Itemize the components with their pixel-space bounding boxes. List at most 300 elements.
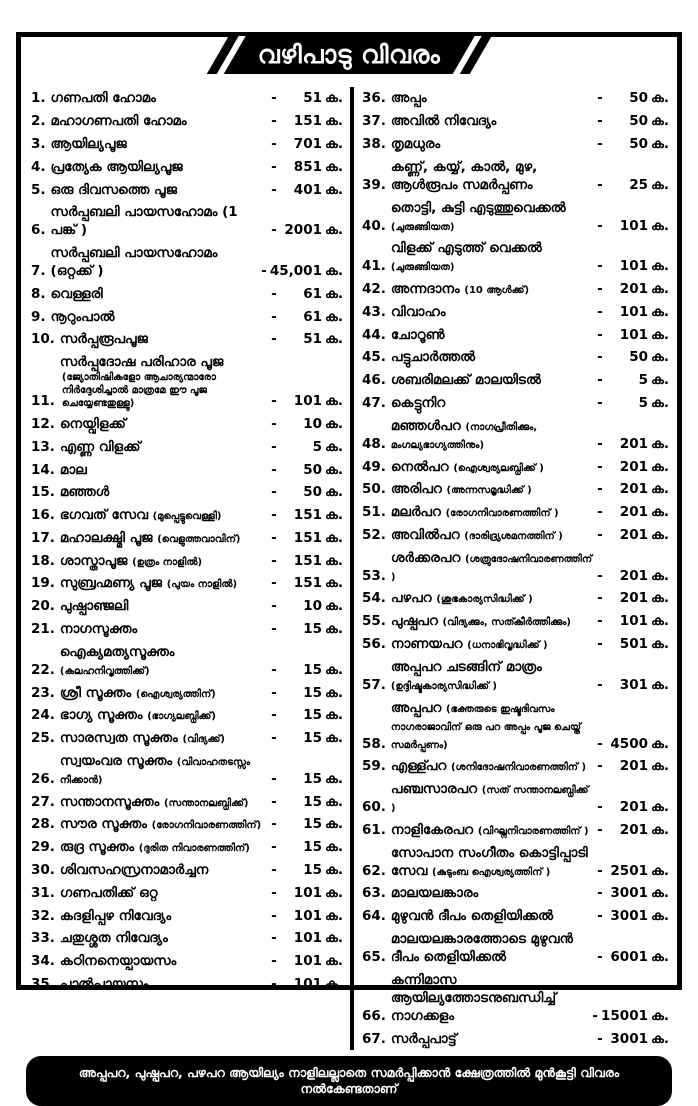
item-name: കഠിനനെയ്പായസം	[59, 953, 177, 970]
currency-label: ക.	[650, 590, 669, 607]
item-price: 201	[619, 821, 648, 838]
list-item	[31, 618, 343, 641]
currency-label: ക.	[324, 684, 343, 701]
list-item	[31, 572, 343, 595]
item-name-block	[391, 907, 594, 925]
item-name: ഐക്യമത്യസൂക്തം	[59, 643, 175, 660]
item-name-block	[60, 438, 268, 456]
item-price: 61	[303, 285, 322, 302]
item-name: ഭാഗ്യ സൂക്തം	[59, 707, 143, 724]
currency-label: ക.	[650, 1007, 669, 1024]
item-price: 101	[619, 258, 648, 275]
list-item	[31, 458, 343, 481]
item-price: 201	[619, 799, 648, 816]
price-dash: -	[597, 458, 603, 475]
currency-label: ക.	[324, 484, 343, 501]
item-name-block	[60, 729, 268, 747]
list-item	[362, 633, 669, 656]
item-note: (മുപ്പെട്ടുവെള്ളി)	[152, 511, 222, 523]
item-name: പുഷ്പാഞ്ജലി	[59, 598, 129, 615]
item-name: മാലയലങ്കാരം	[390, 885, 479, 902]
price-dash: -	[597, 676, 603, 693]
currency-label: ക.	[324, 90, 343, 107]
item-price: 51	[303, 90, 322, 107]
list-item	[362, 110, 669, 133]
item-name: ചോറൂൺ	[390, 326, 445, 343]
item-name-block	[391, 89, 594, 107]
item-price: 5	[312, 438, 322, 455]
item-number: 51.	[362, 504, 386, 521]
price-dash: -	[271, 90, 277, 107]
price-dash: -	[597, 135, 603, 152]
currency-label: ക.	[324, 953, 343, 970]
item-price: 15	[303, 839, 322, 856]
item-number: 66.	[362, 1007, 386, 1024]
price-dash: -	[271, 793, 277, 810]
item-number: 44.	[362, 326, 386, 343]
list-item	[31, 859, 343, 882]
item-price: 151	[293, 529, 322, 546]
item-price: 201	[619, 481, 648, 498]
item-number: 64.	[362, 908, 386, 925]
item-note: (സത് സന്താനലബ്ധിക്ക് )	[390, 785, 589, 815]
column-left	[31, 87, 350, 1050]
item-name: ശിവസഹസ്രനാമാർച്ചന	[59, 862, 209, 879]
item-name: പാൽപായസം	[59, 975, 149, 992]
currency-label: ക.	[324, 285, 343, 302]
list-item	[362, 392, 669, 415]
item-name-block	[391, 239, 594, 275]
item-price: 2501	[610, 862, 648, 879]
price-dash: -	[271, 661, 277, 678]
item-number: 26.	[31, 770, 55, 787]
item-price: 10	[303, 415, 322, 432]
item-price: 25	[629, 176, 648, 193]
currency-label: ക.	[650, 862, 669, 879]
item-name: ചതുശ്ശത നിവേദ്യം	[59, 930, 168, 947]
item-name-block	[391, 757, 594, 775]
currency-label: ക.	[650, 758, 669, 775]
item-note: (വിഘ്നനിവാരണത്തിന് )	[477, 825, 589, 837]
price-dash: -	[271, 816, 277, 833]
item-name-block	[391, 635, 594, 653]
item-name-block	[51, 285, 268, 303]
item-note: (ഐശ്വര്യലബ്ധിക്ക് )	[453, 462, 544, 474]
item-number: 65.	[362, 949, 386, 966]
price-dash: -	[271, 181, 277, 198]
currency-label: ക.	[324, 730, 343, 747]
item-note: (ചുരുങ്ങിയത)	[390, 221, 455, 233]
item-number: 60.	[362, 799, 386, 816]
item-name: സർപ്പരൂപപൂജ	[59, 331, 148, 348]
price-dash: -	[271, 484, 277, 501]
item-number: 47.	[362, 394, 386, 411]
currency-label: ക.	[650, 281, 669, 298]
item-name: വിളക്ക് എടുത്ത് വെക്കൽ	[390, 240, 542, 257]
item-name-block	[60, 952, 268, 970]
item-number: 40.	[362, 217, 386, 234]
price-dash: -	[271, 529, 277, 546]
item-price: 301	[619, 676, 648, 693]
item-price: 151	[293, 552, 322, 569]
item-name: അപ്പം	[390, 90, 427, 107]
item-name-block	[60, 461, 268, 479]
item-name-block	[51, 181, 268, 199]
item-price: 851	[293, 158, 322, 175]
price-dash: -	[271, 621, 277, 638]
list-item	[362, 133, 669, 156]
item-number: 42.	[362, 281, 386, 298]
item-name-block	[60, 620, 268, 638]
price-dash: -	[271, 707, 277, 724]
list-item	[31, 595, 343, 618]
list-item	[31, 242, 343, 283]
item-number: 38.	[362, 135, 386, 152]
currency-label: ക.	[650, 799, 669, 816]
price-dash: -	[597, 217, 603, 234]
item-name-block	[60, 861, 268, 879]
currency-label: ക.	[650, 303, 669, 320]
list-item	[362, 87, 669, 110]
list-item	[31, 351, 343, 413]
currency-label: ക.	[324, 816, 343, 833]
item-number: 13.	[31, 438, 55, 455]
list-item	[31, 110, 343, 133]
item-name-block	[391, 135, 594, 153]
item-note: (വിവാഹതടസ്സം നീക്കാൻ)	[59, 756, 251, 786]
price-dash: -	[597, 176, 603, 193]
item-number: 14.	[31, 461, 55, 478]
item-name-block	[60, 574, 268, 592]
item-number: 3.	[31, 135, 46, 152]
item-name-block	[391, 458, 594, 476]
item-number: 48.	[362, 435, 386, 452]
item-name: മഹാഗണപതി ഹോമം	[50, 113, 187, 130]
item-name: സർപ്പദോഷ പരിഹാര പൂജ	[59, 354, 224, 371]
price-dash: -	[597, 821, 603, 838]
list-item	[31, 435, 343, 458]
item-number: 63.	[362, 885, 386, 902]
currency-label: ക.	[324, 438, 343, 455]
price-list-sheet	[16, 32, 682, 1096]
price-dash: -	[271, 135, 277, 152]
price-dash: -	[592, 1007, 598, 1024]
item-number: 56.	[362, 636, 386, 653]
list-item	[362, 346, 669, 369]
list-item	[362, 196, 669, 237]
price-dash: -	[271, 415, 277, 432]
item-price: 101	[293, 884, 322, 901]
item-note: (ഭക്തരുടെ ഇഷ്ടദിവസം നാഗരാജാവിന് ഒരു പറ അപ്പം പൂജ ചെയ്ത് സമർപ്പണം)	[390, 703, 581, 751]
currency-label: ക.	[650, 821, 669, 838]
list-item	[362, 414, 669, 455]
item-name: മലർപറ	[390, 504, 441, 521]
item-number: 27.	[31, 793, 55, 810]
list-item	[362, 905, 669, 928]
price-dash: -	[597, 590, 603, 607]
currency-label: ക.	[324, 135, 343, 152]
list-item	[362, 968, 669, 1027]
price-dash: -	[597, 394, 603, 411]
item-name-block	[391, 821, 594, 839]
price-dash: -	[271, 461, 277, 478]
item-number: 57.	[362, 676, 386, 693]
item-name-block	[60, 529, 268, 547]
item-name: എണ്ണ വിളക്ക്	[59, 438, 141, 455]
item-name-block	[391, 158, 594, 194]
item-price: 15	[303, 661, 322, 678]
item-name-block	[391, 503, 594, 521]
item-name: മാല	[59, 461, 87, 478]
item-name: വെള്ളരി	[50, 285, 103, 302]
price-dash: -	[271, 770, 277, 787]
item-name: പഴപറ	[390, 590, 432, 607]
currency-label: ക.	[650, 90, 669, 107]
price-dash: -	[597, 613, 603, 630]
price-dash: -	[271, 930, 277, 947]
item-number: 54.	[362, 590, 386, 607]
item-name-block	[391, 549, 594, 585]
currency-label: ക.	[650, 372, 669, 389]
list-item	[31, 133, 343, 156]
item-name: സർപ്പബലി പായസഹോമം (ഒറ്റക്ക് )	[50, 245, 218, 280]
item-number: 29.	[31, 839, 55, 856]
list-item	[31, 927, 343, 950]
item-name: കന്നിമാസ ആയില്യത്തോടനുബന്ധിച്ച് നാഗക്കളം	[390, 971, 557, 1024]
item-price: 101	[293, 930, 322, 947]
item-price: 201	[619, 567, 648, 584]
list-item	[31, 178, 343, 201]
currency-label: ക.	[650, 636, 669, 653]
item-name-block	[391, 971, 589, 1025]
list-item	[31, 881, 343, 904]
price-dash: -	[597, 908, 603, 925]
currency-label: ക.	[650, 735, 669, 752]
item-note: (രോഗനിവാരണത്തിന് )	[445, 508, 559, 520]
item-name-block	[391, 612, 594, 630]
currency-label: ക.	[650, 258, 669, 275]
item-name: അപ്പപറ ചടങ്ങിന് മാത്രം	[390, 658, 542, 675]
list-item	[362, 778, 669, 819]
currency-label: ക.	[324, 113, 343, 130]
price-dash: -	[271, 393, 277, 410]
currency-label: ക.	[650, 481, 669, 498]
list-item	[31, 549, 343, 572]
currency-label: ക.	[650, 435, 669, 452]
currency-label: ക.	[650, 135, 669, 152]
item-price: 4500	[610, 735, 648, 752]
item-price: 501	[619, 636, 648, 653]
item-name: നെൽപറ	[390, 458, 449, 475]
item-name-block	[60, 929, 268, 947]
price-dash: -	[597, 303, 603, 320]
list-item	[31, 305, 343, 328]
price-dash: -	[271, 684, 277, 701]
item-number: 1.	[31, 90, 46, 107]
item-note: (ദാരിദ്ര്യശമനത്തിന് )	[464, 530, 563, 542]
item-number: 55.	[362, 613, 386, 630]
currency-label: ക.	[324, 862, 343, 879]
item-price: 51	[303, 331, 322, 348]
item-number: 46.	[362, 372, 386, 389]
item-number: 52.	[362, 526, 386, 543]
item-number: 2.	[31, 113, 46, 130]
price-dash: -	[597, 862, 603, 879]
item-name: മുഴുവൻ ദീപം തെളിയിക്കൽ	[390, 908, 554, 925]
item-note: (ചുരുങ്ങിയത)	[390, 262, 455, 274]
item-name-block	[60, 752, 268, 788]
item-number: 11.	[31, 393, 55, 410]
item-name: മാലയലങ്കാരത്തോടെ മുഴുവൻ ദീപം തെളിയിക്കൽ	[390, 931, 573, 966]
item-number: 4.	[31, 158, 46, 175]
item-number: 53.	[362, 567, 386, 584]
list-item	[362, 323, 669, 346]
currency-label: ക.	[650, 908, 669, 925]
item-name: അവിൽ നിവേദ്യം	[390, 113, 497, 130]
item-name-block	[391, 480, 594, 498]
currency-label: ക.	[650, 1030, 669, 1047]
currency-label: ക.	[324, 661, 343, 678]
item-name-block	[391, 930, 594, 966]
item-number: 23.	[31, 684, 55, 701]
item-number: 17.	[31, 529, 55, 546]
item-note: (വിദ്യക്കും, സത്കീർത്തിക്കും)	[442, 617, 572, 629]
currency-label: ക.	[324, 884, 343, 901]
item-note: (കലഹനിവൃത്തിക്ക്)	[59, 665, 150, 677]
item-name: നൂറുംപാൽ	[50, 308, 115, 325]
price-dash: -	[597, 636, 603, 653]
item-name: ഒരു ദിവസത്തെ പൂജ	[50, 181, 177, 198]
item-name: അപ്പപറ	[390, 699, 442, 716]
list-item	[362, 696, 669, 755]
item-name-block	[60, 330, 268, 348]
list-item	[362, 610, 669, 633]
item-price: 50	[629, 90, 648, 107]
item-name: മഹാലക്ഷ്മി പൂജ	[59, 529, 153, 546]
item-name: വിവാഹം	[390, 303, 446, 320]
item-price: 50	[303, 484, 322, 501]
item-number: 32.	[31, 907, 55, 924]
item-note: (ശുഭകാര്യസിദ്ധിക്ക് )	[436, 594, 533, 606]
item-number: 41.	[362, 258, 386, 275]
price-dash: -	[597, 435, 603, 452]
item-name-block	[60, 552, 268, 570]
item-note: (അന്നസമൃദ്ധിക്ക് )	[446, 485, 532, 497]
item-name-block	[391, 326, 594, 344]
currency-label: ക.	[324, 158, 343, 175]
price-dash: -	[271, 308, 277, 325]
item-price: 201	[619, 435, 648, 452]
list-item	[31, 704, 343, 727]
item-name: കണ്ണ്, കയ്യ്, കാൽ, മുഴ, ആൾരൂപം സമർപ്പണം	[390, 158, 538, 193]
currency-label: ക.	[650, 349, 669, 366]
item-note: (ദുരിത നിവാരണത്തിന്)	[138, 843, 250, 855]
currency-label: ക.	[324, 552, 343, 569]
currency-label: ക.	[650, 613, 669, 630]
item-note: (ശത്രുദോഷനിവാരണത്തിന് )	[390, 553, 593, 583]
price-dash: -	[597, 799, 603, 816]
footer-notice: അപ്പപറ, പുഷ്പപറ, പഴപറ ആയില്യം നാളിലല്ലാതെ സമർപ്പിക്കാൻ ക്ഷേത്രത്തിൽ മുൻകൂട്ടി വിവരം നൽകേണ്ടതാണ്	[26, 1056, 672, 1106]
item-name-block	[60, 506, 268, 524]
currency-label: ക.	[324, 839, 343, 856]
item-note: (ധനാഭിവൃദ്ധിക്ക് )	[467, 640, 548, 652]
item-note: (വിദ്യക്ക്)	[182, 734, 225, 746]
currency-label: ക.	[324, 621, 343, 638]
item-name-block	[391, 1030, 594, 1048]
item-number: 49.	[362, 458, 386, 475]
item-note: (സന്താനലബ്ധിക്ക്)	[163, 797, 249, 809]
price-dash: -	[597, 735, 603, 752]
currency-label: ക.	[324, 930, 343, 947]
currency-label: ക.	[324, 393, 343, 410]
item-name: നെയ്വിളക്ക്	[59, 415, 126, 432]
list-item	[362, 587, 669, 610]
item-note: (ഉത്രം നാളിൽ)	[132, 556, 203, 568]
item-number: 30.	[31, 862, 55, 879]
item-name: സുബ്രഹ്മണ്യ പൂജ	[59, 575, 162, 592]
item-name: പട്ടുചാർത്തൽ	[390, 349, 476, 366]
item-price: 15	[303, 730, 322, 747]
item-name: പ്രത്യേക ആയില്യപൂജ	[50, 158, 183, 175]
item-number: 18.	[31, 552, 55, 569]
item-name: നാളികേരപറ	[390, 821, 474, 838]
item-price: 201	[619, 758, 648, 775]
item-number: 19.	[31, 575, 55, 592]
item-name-block	[60, 597, 268, 615]
item-name: അന്നദാനം	[390, 281, 460, 298]
item-price: 101	[619, 326, 648, 343]
item-name-block	[391, 589, 594, 607]
item-number: 34.	[31, 953, 55, 970]
item-name: പുഷ്പപറ	[390, 613, 438, 630]
currency-label: ക.	[324, 770, 343, 787]
item-note: (ഐശ്വര്യത്തിന്)	[135, 688, 216, 700]
currency-label: ക.	[324, 181, 343, 198]
list-item	[362, 369, 669, 392]
item-name-block	[60, 353, 268, 410]
items-area	[21, 81, 677, 1050]
currency-label: ക.	[650, 504, 669, 521]
list-item	[362, 278, 669, 301]
price-dash: -	[597, 504, 603, 521]
item-number: 33.	[31, 930, 55, 947]
list-item	[362, 841, 669, 882]
item-name: ശാസ്താപൂജ	[59, 552, 128, 569]
item-name-block	[60, 793, 268, 811]
currency-label: ക.	[650, 217, 669, 234]
item-name-block	[391, 112, 594, 130]
item-price: 15	[303, 684, 322, 701]
list-item	[362, 478, 669, 501]
currency-label: ക.	[324, 507, 343, 524]
price-dash: -	[597, 281, 603, 298]
currency-label: ക.	[650, 394, 669, 411]
price-dash: -	[597, 349, 603, 366]
item-number: 25.	[31, 730, 55, 747]
item-number: 36.	[362, 90, 386, 107]
item-name-block	[391, 884, 594, 902]
item-price: 3001	[610, 885, 648, 902]
price-dash: -	[597, 326, 603, 343]
item-price: 50	[629, 349, 648, 366]
item-number: 58.	[362, 735, 386, 752]
item-name: എള്ള്പറ	[390, 758, 447, 775]
item-number: 62.	[362, 862, 386, 879]
price-dash: -	[271, 907, 277, 924]
price-dash: -	[271, 113, 277, 130]
item-price: 151	[293, 575, 322, 592]
item-name: കെട്ടുനിറ	[390, 394, 446, 411]
